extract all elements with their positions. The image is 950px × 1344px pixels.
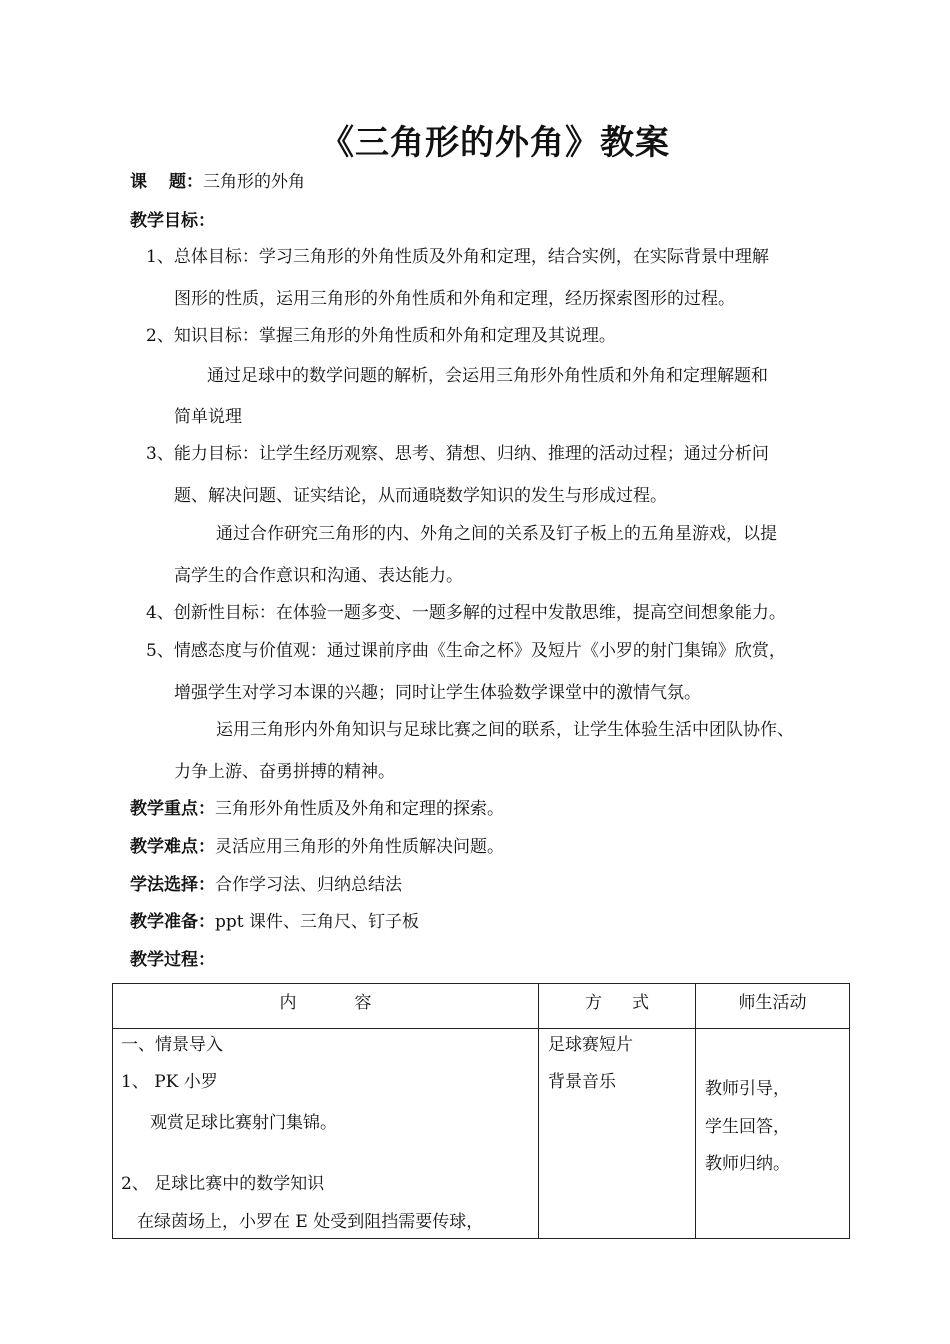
key-point-value: 三角形外角性质及外角和定理的探索。 [215,799,504,819]
objective-line-9: 高学生的合作意识和沟通、表达能力。 [174,566,463,586]
header-content-b: 容 [354,993,372,1013]
process-label: 教学过程： [130,950,215,970]
key-point-label: 教学重点： [130,799,215,819]
content-line-3: 观赏足球比赛射门集锦。 [150,1113,337,1133]
objective-line-12: 增强学生对学习本课的兴趣；同时让学生体验数学课堂中的激情气氛。 [174,683,701,703]
objective-line-7: 题、解决问题、证实结论，从而通晓数学知识的发生与形成过程。 [174,486,667,506]
objective-line-6: 3、能力目标：让学生经历观察、思考、猜想、归纳、推理的活动过程；通过分析问 [146,444,769,464]
topic-line [130,169,305,195]
method-value: 合作学习法、归纳总结法 [215,875,402,895]
method-line-1: 足球赛短片 [548,1035,633,1055]
topic-label [130,172,203,192]
objective-line-14: 力争上游、奋勇拼搏的精神。 [174,762,395,782]
preparation-value: ppt 课件、三角尺、钉子板 [215,912,419,932]
header-method [539,984,696,1029]
activity-cell [696,1029,850,1239]
content-line-2: 1、 PK 小罗 [121,1072,218,1092]
preparation-label: 教学准备： [130,912,215,932]
method-line-2: 背景音乐 [548,1072,616,1092]
activity-line-1: 教师引导， [705,1079,790,1099]
objective-line-3: 2、知识目标：掌握三角形的外角性质和外角和定理及其说理。 [146,326,616,346]
preparation-line [130,909,419,935]
difficulty-line [130,834,504,860]
topic-label-a: 课 [130,172,147,192]
header-method-a: 方 [585,993,602,1013]
activity-line-3: 教师归纳。 [705,1154,790,1174]
objective-line-13: 运用三角形内外角知识与足球比赛之间的联系，让学生体验生活中团队协作、 [216,720,794,740]
objective-line-10: 4、创新性目标：在体验一题多变、一题多解的过程中发散思维，提高空间想象能力。 [146,603,786,623]
content-line-4: 2、 足球比赛中的数学知识 [121,1174,325,1194]
content-line-1: 一、情景导入 [121,1035,223,1055]
objectives-label: 教学目标： [130,211,215,231]
method-cell [539,1029,696,1239]
key-point-line [130,796,504,822]
table-row [113,1029,850,1239]
header-content [113,984,539,1029]
topic-label-b: 题： [169,172,203,192]
objective-line-8: 通过合作研究三角形的内、外角之间的关系及钉子板上的五角星游戏，以提 [216,524,777,544]
document-title: 《三角形的外角》教案 [320,123,670,163]
difficulty-label: 教学难点： [130,837,215,857]
objective-line-5: 简单说理 [174,407,242,427]
content-line-5: 在绿茵场上，小罗在 E 处受到阻挡需要传球， [137,1212,484,1232]
objective-line-1: 1、总体目标：学习三角形的外角性质及外角和定理，结合实例，在实际背景中理解 [146,247,769,267]
process-table [112,983,850,1239]
content-cell [113,1029,539,1239]
method-line [130,872,402,898]
header-method-b: 式 [632,993,649,1013]
header-content-a: 内 [279,993,297,1013]
header-activity: 师生活动 [696,984,850,1029]
topic-value: 三角形的外角 [203,172,305,192]
method-label: 学法选择： [130,875,215,895]
objective-line-2: 图形的性质，运用三角形的外角性质和外角和定理，经历探索图形的过程。 [174,289,735,309]
objective-line-11: 5、情感态度与价值观：通过课前序曲《生命之杯》及短片《小罗的射门集锦》欣赏， [146,641,786,661]
activity-line-2: 学生回答， [705,1117,790,1137]
process-table-header-row [113,984,850,1029]
objective-line-4: 通过足球中的数学问题的解析，会运用三角形外角性质和外角和定理解题和 [207,366,768,386]
difficulty-value: 灵活应用三角形的外角性质解决问题。 [215,837,504,857]
